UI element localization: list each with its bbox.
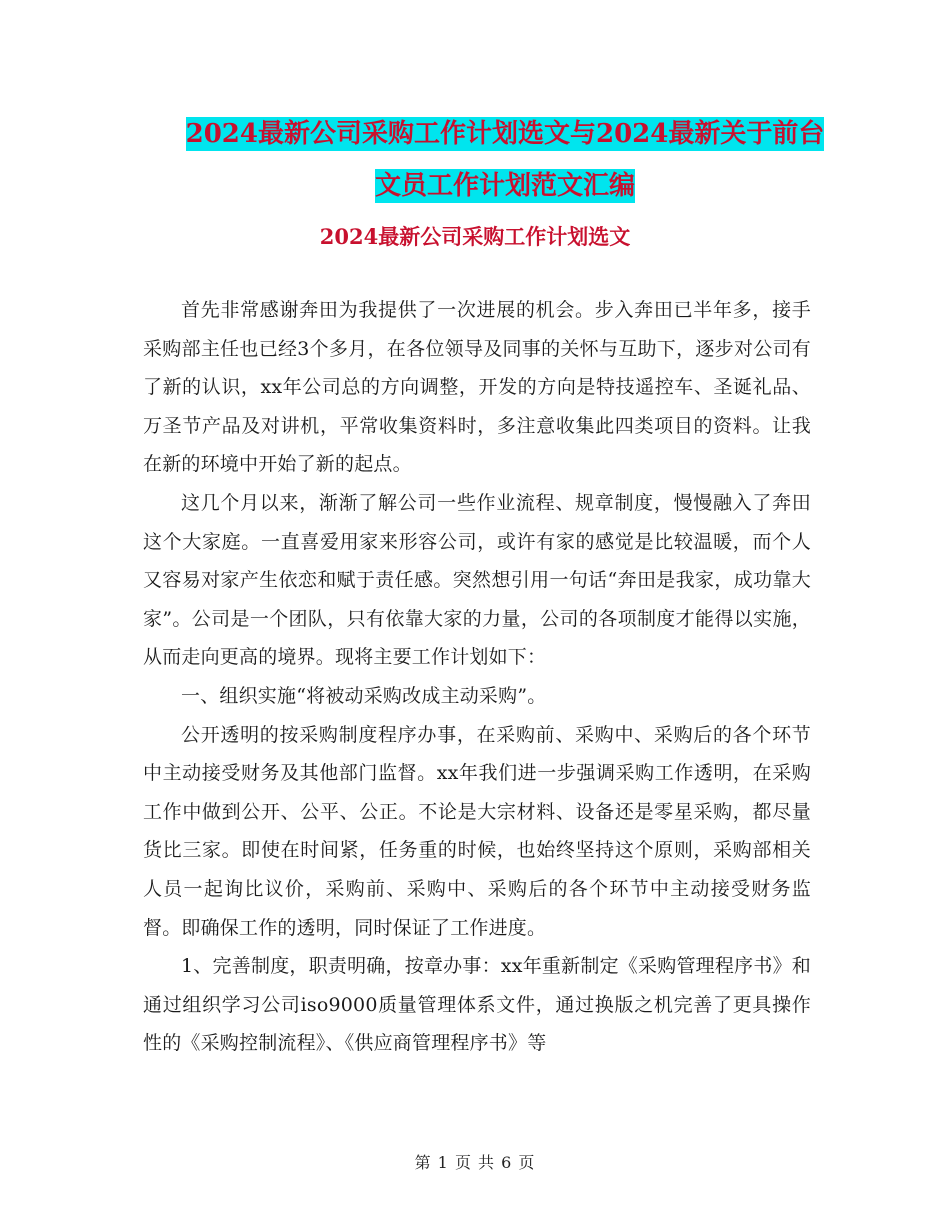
page-footer: 第 1 页 共 6 页 bbox=[414, 1153, 536, 1172]
document-title bbox=[100, 108, 910, 212]
title-line-2: 文员工作计划范文汇编 bbox=[374, 171, 635, 201]
document-body bbox=[143, 291, 811, 1063]
paragraph: 一、组织实施“将被动采购改成主动采购”。 bbox=[181, 684, 547, 707]
paragraph: 1、完善制度，职责明确，按章办事：xx年重新制定《采购管理程序书》和通过组织学习公司iso9000质量管理体系文件，通过换版之机完善了更具操作性的《采购控制流程》、《供应商管理程序书》等 bbox=[143, 955, 811, 1055]
title-line-1: 2024最新公司采购工作计划选文与2024最新关于前台 bbox=[185, 119, 825, 149]
paragraph: 这几个月以来，渐渐了解公司一些作业流程、规章制度，慢慢融入了奔田这个大家庭。一直喜爱用家来形容公司，或许有家的感觉是比较温暖，而个人又容易对家产生依恋和赋于责任感。突然想引用一句话“奔田是我家，成功靠大家”。公司是一个团队，只有依靠大家的力量，公司的各项制度才能得以实施，从而走向更高的境界。现将主要工作计划如下： bbox=[143, 491, 811, 669]
section-title: 2024最新公司采购工作计划选文 bbox=[319, 224, 631, 249]
paragraph: 首先非常感谢奔田为我提供了一次进展的机会。步入奔田已半年多，接手采购部主任也已经3个多月，在各位领导及同事的关怀与互助下，逐步对公司有了新的认识，xx年公司总的方向调整，开发的方向是特技遥控车、圣诞礼品、万圣节产品及对讲机，平常收集资料时，多注意收集此四类项目的资料。让我在新的环境中开始了新的起点。 bbox=[143, 299, 811, 476]
paragraph: 公开透明的按采购制度程序办事，在采购前、采购中、采购后的各个环节中主动接受财务及其他部门监督。xx年我们进一步强调采购工作透明，在采购工作中做到公开、公平、公正。不论是大宗材料、设备还是零星采购，都尽量货比三家。即使在时间紧，任务重的时候，也始终坚持这个原则，采购部相关人员一起询比议价，采购前、采购中、采购后的各个环节中主动接受财务监督。即确保工作的透明，同时保证了工作进度。 bbox=[143, 723, 811, 939]
